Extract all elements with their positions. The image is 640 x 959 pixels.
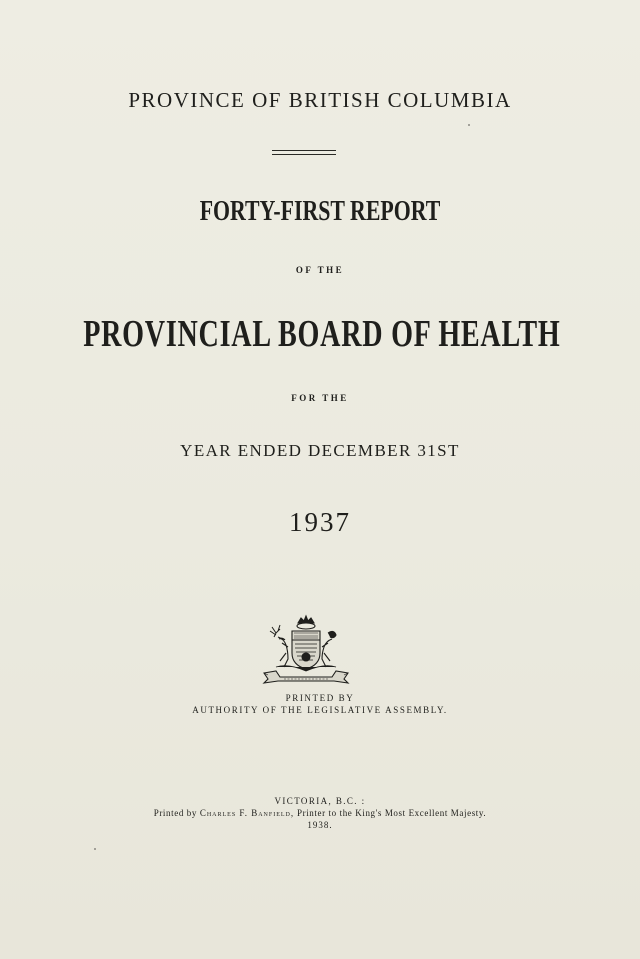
province-heading: PROVINCE OF BRITISH COLUMBIA bbox=[128, 88, 512, 112]
double-rule-divider bbox=[272, 150, 336, 155]
paper-speck bbox=[94, 848, 96, 850]
printed-by-label: PRINTED BY bbox=[285, 693, 355, 703]
of-the-text: OF THE bbox=[295, 265, 345, 275]
imprint-printer-suffix: Printer to the King's Most Excellent Majesty. bbox=[297, 808, 487, 818]
report-year: 1937 bbox=[289, 507, 351, 537]
year-ended-text: YEAR ENDED DECEMBER 31ST bbox=[180, 441, 460, 460]
imprint-printer-line bbox=[0, 808, 640, 818]
imprint-place: VICTORIA, B.C. : bbox=[274, 796, 366, 806]
board-title: PROVINCIAL BOARD OF HEALTH bbox=[83, 313, 561, 355]
imprint-year: 1938. bbox=[307, 820, 333, 830]
paper-speck bbox=[468, 124, 470, 126]
imprint-printed-by-prefix: Printed by bbox=[153, 808, 197, 818]
coat-of-arms-icon bbox=[258, 613, 354, 685]
authority-line: AUTHORITY OF THE LEGISLATIVE ASSEMBLY. bbox=[192, 705, 448, 715]
imprint-printer-name: Charles F. Banfield, bbox=[199, 808, 295, 818]
report-title: FORTY-FIRST REPORT bbox=[199, 196, 441, 227]
for-the-text: FOR THE bbox=[291, 393, 349, 403]
